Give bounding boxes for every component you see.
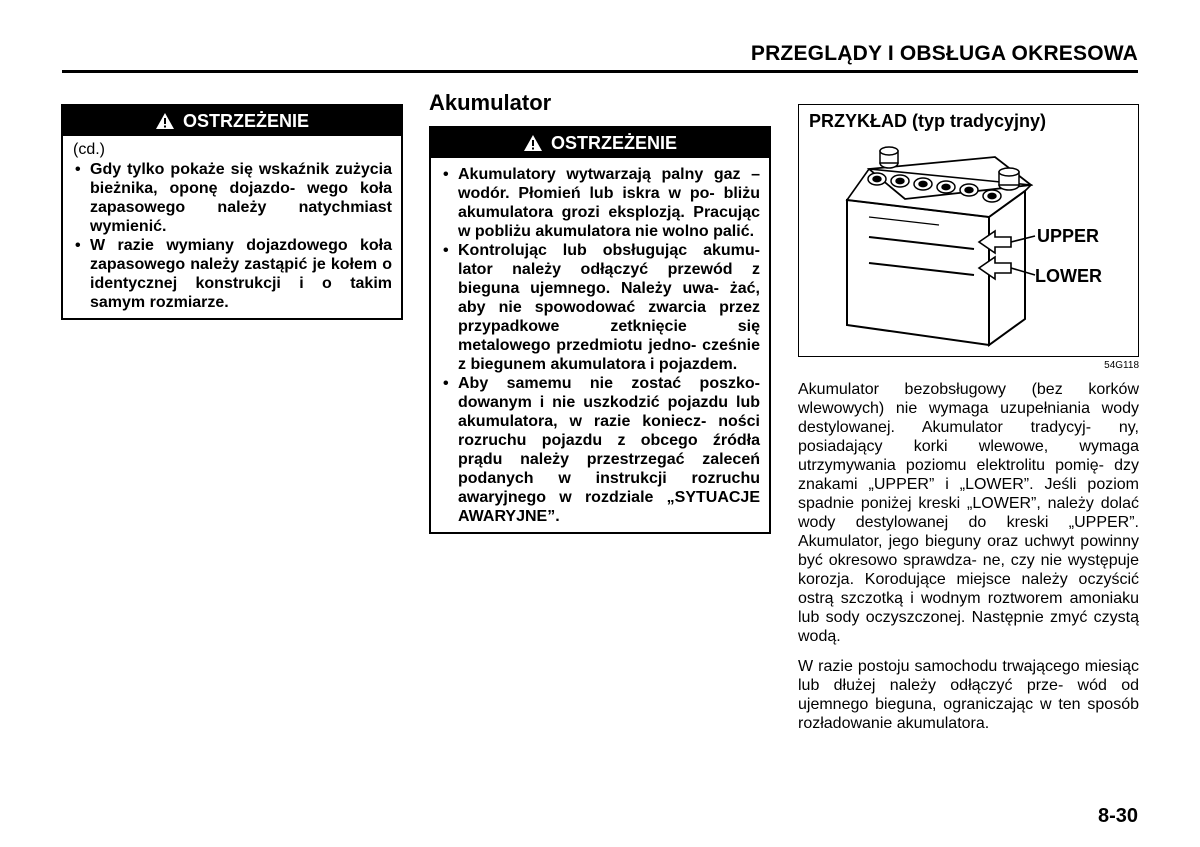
warning-heading: OSTRZEŻENIE [182,111,309,131]
warning-box-battery [429,126,771,534]
continued-label: (cd.) [73,141,105,158]
label-lower: LOWER [1035,266,1102,286]
battery-figure [798,104,1139,357]
chapter-title: PRZEGLĄDY I OBSŁUGA OKRESOWA [750,42,1138,65]
left-column [61,104,403,320]
warning-heading: OSTRZEŻENIE [550,133,677,153]
warning-triangle-icon [155,112,175,130]
warning-header [431,128,769,158]
middle-column [429,90,771,534]
warning-body [63,136,401,318]
warning-list [441,165,760,526]
warning-item: • Gdy tylko pokaże się wskaźnik zużycia bieżnika, oponę dojazdo- wego koła zapasowego należy natychmiast wymienić. [73,160,392,236]
page-number: 8-30 [1097,805,1138,827]
right-column [798,104,1139,744]
warning-list [73,160,392,312]
warning-item: • Aby samemu nie zostać poszko- dowanym i nie uszkodzić pojazdu lub akumulatora, w razie koniecz- ności rozruchu pojazdu z obcego źródła prądu należy przestrzegać zaleceń podanych w instrukcji rozruchu awaryjnego w rozdziale „SYTUACJE AWARYJNE”. [441,374,760,526]
header-rule [62,70,1138,73]
warning-body [431,158,769,532]
warning-header [63,106,401,136]
label-upper: UPPER [1037,226,1100,246]
body-text [798,380,1139,733]
warning-triangle-icon [523,134,543,152]
figure-code: 54G118 [1104,360,1139,371]
section-title: Akumulator [429,90,552,115]
warning-item: • W razie wymiany dojazdowego koła zapasowego należy zastąpić je kołem o identycznej konstrukcji i o takim samym rozmiarze. [73,236,392,312]
paragraph: W razie postoju samochodu trwającego miesiąc lub dłużej należy odłączyć prze- wód od ujemnego bieguna, ograniczając w ten sposób rozładowanie akumulatora. [798,658,1139,732]
paragraph: Akumulator bezobsługowy (bez korków wlewowych) nie wymaga uzupełniania wody destylowanej. Akumulator tradycyj- ny, posiadający korki wlewowe, wymaga utrzymywania poziomu elektrolitu pomię- dzy znakami „UPPER” i „LOWER”. Jeśli poziom spadnie poniżej kreski „LOWER”, należy dolać wody destylowanej do kreski „UPPER”. Akumulator, jego bieguny oraz uchwyt powinny być okresowo sprawdza- ne, czy nie występuje korozja. Korodujące miejsce należy oczyścić ostrą szczotką i wodnym roztworem amoniaku lub sody oczyszczonej. Następnie zmyć czystą wodą. [798,381,1139,645]
warning-item: • Kontrolując lub obsługując akumu- lator należy odłączyć przewód z bieguna ujemnego. Należy uwa- żać, aby nie spowodować zwarcia przez przypadkowe zetknięcie się metalowego przedmiotu jedno- cześnie z biegunem akumulatora i pojazdem. [441,241,760,374]
warning-box-continued [61,104,403,320]
battery-illustration [799,105,1137,355]
warning-item: • Akumulatory wytwarzają palny gaz – wodór. Płomień lub iskra w po- bliżu akumulatora grozi eksplozją. Pracując w pobliżu akumulatora nie wolno palić. [441,165,760,241]
figure-title: PRZYKŁAD (typ tradycyjny) [809,111,1047,131]
